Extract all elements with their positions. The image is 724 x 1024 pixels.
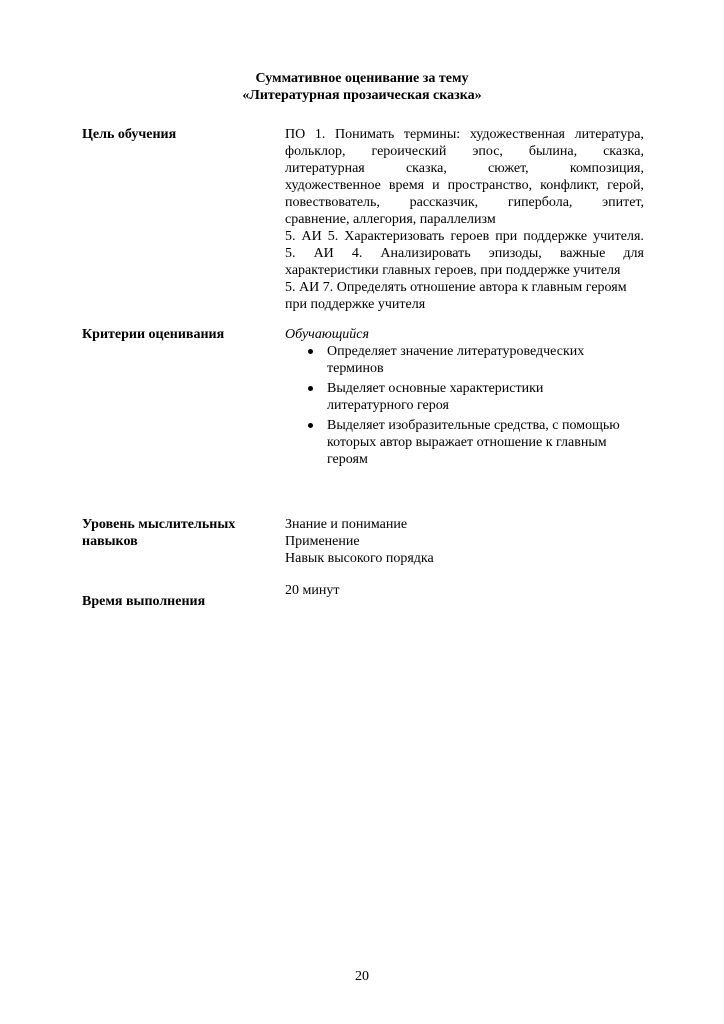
time-label: Время выполнения [82, 594, 206, 609]
criteria-item-text: Выделяет изобразительные средства, с помощью которых автор выражает отношение к главным героям [327, 418, 620, 467]
goal-line: фольклор, героический эпос, былина, сказка, [285, 144, 644, 159]
criteria-heading: Обучающийся [285, 327, 370, 342]
criteria-content [285, 326, 644, 471]
skill-level: Навык высокого порядка [285, 551, 434, 566]
document-subtitle: «Литературная прозаическая сказка» [242, 88, 482, 103]
criteria-label: Критерии оценивания [82, 327, 225, 342]
goal-line: художественное время и пространство, конфликт, герой, [285, 178, 644, 193]
goal-line: повествователь, рассказчик, гипербола, эпитет, [285, 195, 644, 210]
goal-line: сравнение, аллегория, параллелизм [285, 212, 496, 227]
criteria-list [285, 343, 644, 468]
goal-label: Цель обучения [82, 127, 177, 142]
criteria-item [285, 380, 627, 414]
bullet-icon [308, 386, 313, 391]
page-number: 20 [355, 969, 369, 984]
goal-line: 5. АИ 7. Определять отношение автора к главным героям [285, 280, 627, 295]
goal-line: характеристики главных героев, при поддержке учителя [285, 263, 621, 278]
criteria-item [285, 343, 627, 377]
document-title: Суммативное оценивание за тему [255, 71, 469, 86]
skills-content [285, 516, 644, 567]
time-value: 20 минут [285, 583, 340, 598]
goal-line: литературная сказка, сюжет, композиция, [285, 161, 644, 176]
skill-level: Знание и понимание [285, 517, 408, 532]
skills-label: Уровень мыслительных навыков [82, 517, 236, 549]
criteria-item-text: Выделяет основные характеристики литературного героя [327, 381, 544, 413]
bullet-icon [308, 423, 313, 428]
goal-line: ПО 1. Понимать термины: художественная литература, [285, 127, 644, 142]
bullet-icon [308, 349, 313, 354]
skill-level: Применение [285, 534, 360, 549]
criteria-item [285, 417, 627, 468]
goal-line: 5. АИ 5. Характеризовать героев при поддержке учителя. [285, 229, 644, 244]
criteria-item-text: Определяет значение литературоведческих терминов [327, 344, 585, 376]
goal-content [285, 126, 644, 313]
goal-line: 5. АИ 4. Анализировать эпизоды, важные для [285, 246, 644, 261]
goal-line: при поддержке учителя [285, 297, 426, 312]
